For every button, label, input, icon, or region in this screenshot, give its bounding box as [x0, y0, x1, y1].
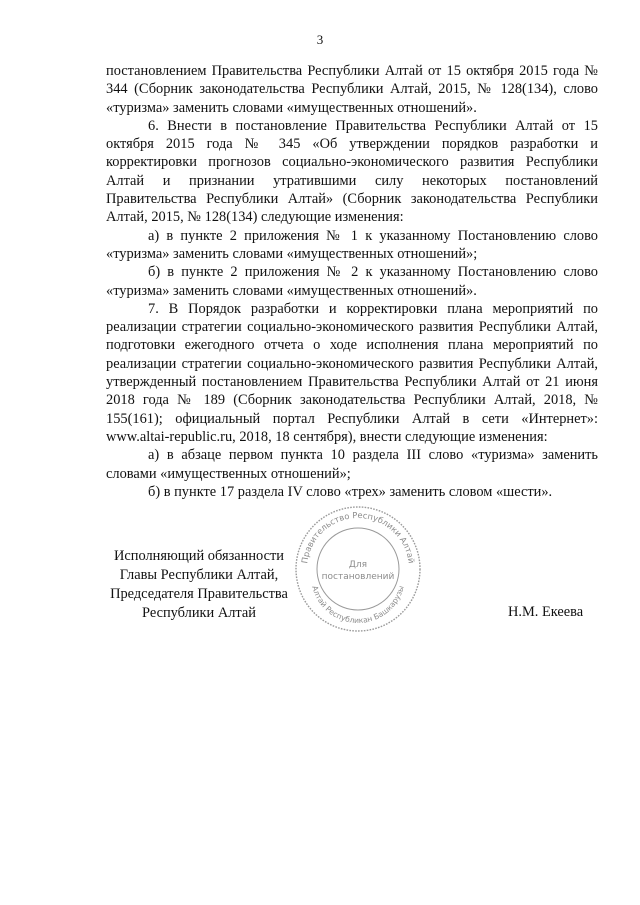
signature-title: [104, 547, 294, 623]
signature-title-line: Главы Республики Алтай,: [119, 567, 279, 583]
signature-title-line: Республики Алтай: [142, 605, 256, 621]
paragraph: б) в пункте 2 приложения № 2 к указанному Постановлению слово «туризма» заменить словами «имущественных отношений».: [106, 264, 598, 299]
official-stamp: [293, 504, 423, 634]
paragraph: б) в пункте 17 раздела IV слово «трех» заменить словом «шести».: [148, 483, 553, 500]
paragraph: а) в абзаце первом пункта 10 раздела III слово «туризма» заменить словами «имущественных отношений»;: [106, 447, 598, 482]
paragraph: постановлением Правительства Республики Алтай от 15 октября 2015 года № 344 (Сборник законодательства Республики Алтай, 2015, № 128(134), слово «туризма» заменить словами «имущественных отношений».: [106, 63, 598, 116]
signature-title-line: Председателя Правительства: [110, 586, 288, 602]
paragraph: а) в пункте 2 приложения № 1 к указанному Постановлению слово «туризма» заменить словами «имущественных отношений»;: [106, 227, 598, 262]
signatory-name: Н.М. Екеева: [508, 604, 584, 620]
stamp-bottom-text: Алтай Республикан Башкарузы: [310, 584, 406, 626]
stamp-inner-line: постановлений: [321, 572, 395, 582]
paragraph: 6. Внести в постановление Правительства Республики Алтай от 15 октября 2015 года № 345 «Об утверждении порядков разработки и корректировки прогнозов социально-экономического развития Республики Алтай и признании утратившими силу некоторых постановлений Правительства Республики Алтай» (Сборник законодательства Республики Алтай, 2015, № 128(134) следующие изменения:: [106, 117, 598, 226]
paragraph: 7. В Порядок разработки и корректировки плана мероприятий по реализации стратегии социально-экономического развития Республики Алтай, подготовки ежегодного отчета о ходе исполнения плана мероприятий по реализации стратегии социально-экономического развития Республики Алтай, утвержденный постановлением Правительства Республики Алтай от 21 июня 2018 года № 189 (Сборник законодательства Республики Алтай, 2018, № 155(161); официальный портал Республики Алтай в сети «Интернет»: www.altai-republic.ru, 2018, 18 сентября), внести следующие изменения:: [106, 300, 598, 445]
svg-text:Правительство Республики Алтай: [299, 510, 416, 564]
svg-text:Алтай Республикан Башкарузы: [310, 585, 406, 625]
stamp-outer-text: Правительство Республики Алтай: [299, 509, 417, 565]
document-body: [106, 62, 598, 501]
signature-title-line: Исполняющий обязанности: [113, 548, 284, 564]
stamp-inner-line: Для: [348, 560, 368, 570]
page-number: 3: [316, 32, 324, 47]
